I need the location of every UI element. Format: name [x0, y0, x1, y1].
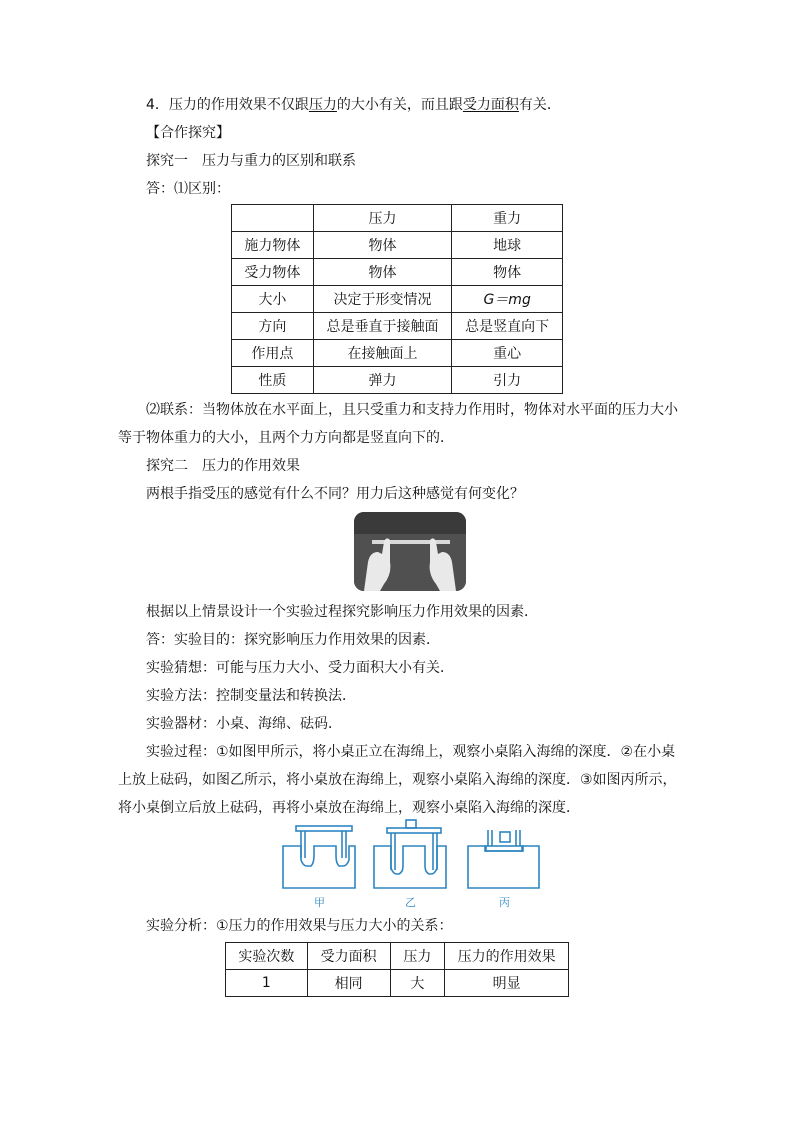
table-cell: 大小: [232, 286, 314, 313]
process-line-1: 实验过程：①如图甲所示，将小桌正立在海绵上，观察小桌陷入海绵的深度．②在小桌: [146, 744, 676, 760]
explore1-answer-label: 答：⑴区别：: [146, 181, 230, 197]
item4-underlined-pressure: 压力: [308, 97, 337, 113]
comparison-table: [231, 204, 563, 394]
table-cell: 总是竖直向下: [452, 313, 563, 340]
experiment-method: 实验方法：控制变量法和转换法．: [146, 688, 356, 704]
section-title: 【合作探究】: [146, 125, 230, 141]
table-cell: 作用点: [232, 340, 314, 367]
setup-bing: [468, 830, 539, 888]
figure-label-bing: 丙: [499, 896, 510, 909]
link-line-2: 等于物体重力的大小，且两个力方向都是竖直向下的．: [118, 430, 454, 446]
table-row: [232, 313, 563, 340]
table-cell: 压力: [390, 943, 445, 970]
experiment-equipment: 实验器材：小桌、海绵、砝码．: [146, 716, 342, 732]
item4-mid: 的大小有关，而且跟: [336, 97, 463, 113]
table-cell: 明显: [445, 970, 569, 997]
item4-line: [146, 95, 561, 115]
table-header-row: [232, 205, 563, 232]
table-row: [232, 340, 563, 367]
table-cell: 引力: [452, 367, 563, 394]
process-line-2: 上放上砝码，如图乙所示，将小桌放在海绵上，观察小桌陷入海绵的深度．③如图丙所示，: [118, 772, 677, 788]
table-cell: 物体: [452, 259, 563, 286]
table-cell: 决定于形变情况: [313, 286, 452, 313]
table-cell: 重力: [452, 205, 563, 232]
table-cell: 相同: [307, 970, 390, 997]
table-header-row: [226, 943, 569, 970]
table-cell: 大: [390, 970, 445, 997]
table-cell: 总是垂直于接触面: [313, 313, 452, 340]
experiment-aim: 答：实验目的：探究影响压力作用效果的因素．: [146, 632, 440, 648]
table-cell: [232, 205, 314, 232]
item4-prefix: 4．压力的作用效果不仅跟: [146, 97, 309, 113]
table-cell: 在接触面上: [313, 340, 452, 367]
table-cell: 实验次数: [226, 943, 308, 970]
table-cell: 地球: [452, 232, 563, 259]
table-row: [232, 259, 563, 286]
table-cell: 性质: [232, 367, 314, 394]
table-cell: 受力物体: [232, 259, 314, 286]
figure-label-yi: 乙: [405, 896, 416, 909]
table-cell: 受力面积: [307, 943, 390, 970]
setup-jia: [283, 826, 355, 888]
item4-underlined-area: 受力面积: [462, 97, 519, 113]
finger-pencil-illustration: [354, 512, 466, 591]
table-cell: 压力: [313, 205, 452, 232]
table-row: [232, 367, 563, 394]
explore2-design: 根据以上情景设计一个实验过程探究影响压力作用效果的因素．: [146, 604, 538, 620]
table-cell: 重心: [452, 340, 563, 367]
explore1-title: 探究一 压力与重力的区别和联系: [146, 153, 356, 169]
table-cell: 物体: [313, 232, 452, 259]
table-cell: 施力物体: [232, 232, 314, 259]
experiment-analysis: 实验分析：①压力的作用效果与压力大小的关系：: [146, 918, 453, 934]
explore2-question: 两根手指受压的感觉有什么不同？用力后这种感觉有何变化？: [146, 486, 524, 502]
table-cell: 弹力: [313, 367, 452, 394]
table-cell: 1: [226, 970, 308, 997]
analysis-table: [225, 942, 569, 997]
table-row: [226, 970, 569, 997]
finger-pencil-photo: [354, 512, 466, 591]
experiment-guess: 实验猜想：可能与压力大小、受力面积大小有关．: [146, 660, 454, 676]
setup-yi: [374, 820, 446, 888]
explore2-title: 探究二 压力的作用效果: [146, 458, 300, 474]
item4-suffix: 有关．: [518, 97, 561, 113]
table-cell: 压力的作用效果: [445, 943, 569, 970]
sponge-experiment-figure: [281, 818, 541, 908]
link-line-1: ⑵联系：当物体放在水平面上，且只受重力和支持力作用时，物体对水平面的压力大小: [146, 402, 678, 418]
table-row: [232, 286, 563, 313]
process-line-3: 将小桌倒立后放上砝码，再将小桌放在海绵上，观察小桌陷入海绵的深度．: [118, 800, 580, 816]
table-cell: 物体: [313, 259, 452, 286]
table-row: [232, 232, 563, 259]
figure-label-jia: 甲: [314, 896, 325, 909]
table-cell-formula: G＝mg: [452, 286, 563, 313]
table-cell: 方向: [232, 313, 314, 340]
